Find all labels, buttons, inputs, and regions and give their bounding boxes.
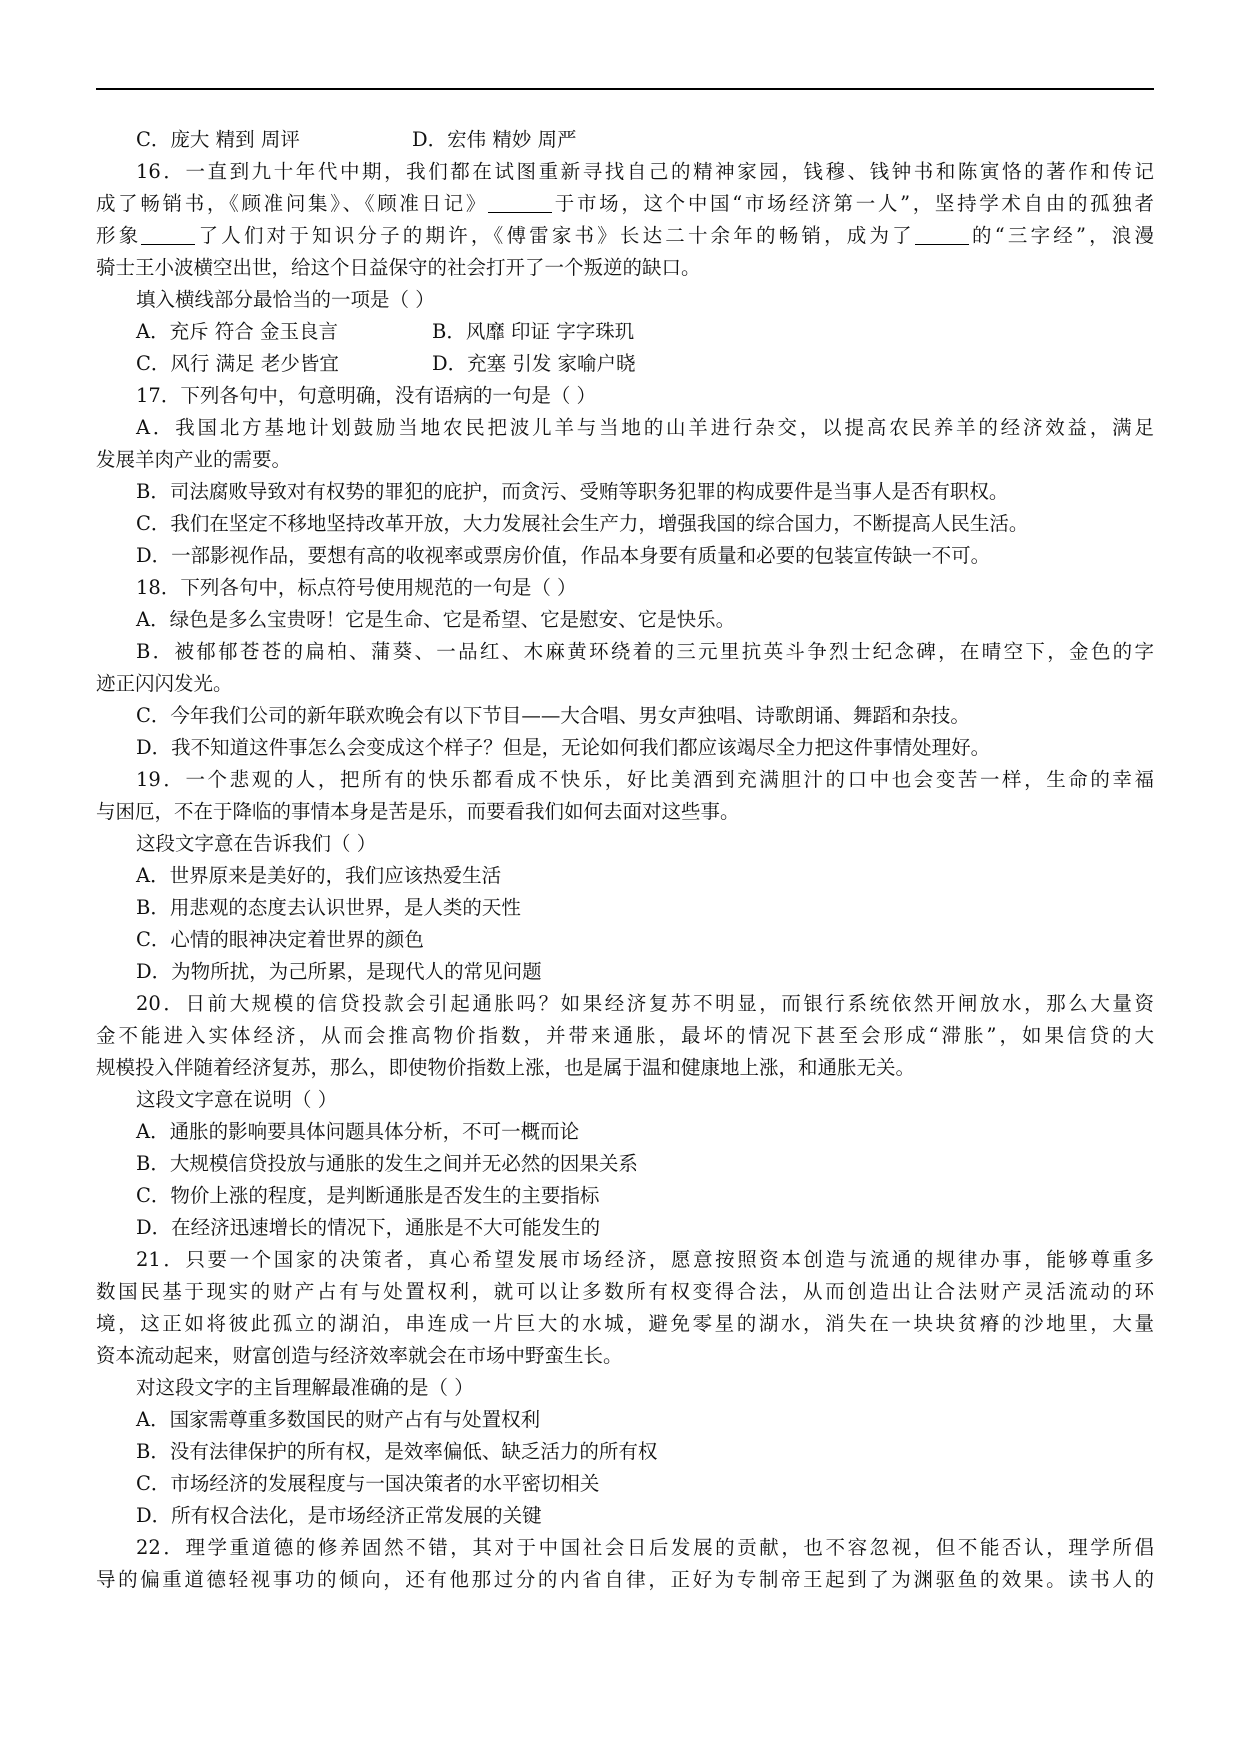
q16-text-line-4: 骑士王小波横空出世，给这个日益保守的社会打开了一个叛逆的缺口。: [96, 256, 701, 279]
q19-option-a: A．世界原来是美好的，我们应该热爱生活: [136, 864, 502, 887]
q21-text-line-1: 21．只要一个国家的决策者，真心希望发展市场经济，愿意按照资本创造与流通的规律办事，能够尊重多: [136, 1248, 1154, 1271]
header-rule: [96, 88, 1154, 90]
option-c: C．风行 满足 老少皆宜: [136, 352, 339, 375]
answer-blank-1: [488, 192, 552, 213]
q16-stem: 填入横线部分最恰当的一项是（ ）: [136, 288, 435, 311]
q22-text-line-1: 22．理学重道德的修养固然不错，其对于中国社会日后发展的贡献，也不容忽视，但不能否认，理学所倡: [136, 1536, 1154, 1559]
q17-option-b: B．司法腐败导致对有权势的罪犯的庇护，而贪污、受贿等职务犯罪的构成要件是当事人是否有职权。: [136, 480, 1009, 503]
option-b: B．风靡 印证 字字珠玑: [432, 320, 635, 343]
q21-text-line-4: 资本流动起来，财富创造与经济效率就会在市场中野蛮生长。: [96, 1344, 623, 1367]
answer-blank-3: [915, 224, 969, 245]
q20-option-c: C．物价上涨的程度，是判断通胀是否发生的主要指标: [136, 1184, 600, 1207]
q16-options-ab: [96, 316, 1154, 348]
q17-option-c: C．我们在坚定不移地坚持改革开放，大力发展社会生产力，增强我国的综合国力，不断提高人民生活。: [136, 512, 1029, 535]
q22-text-line-2: 导的偏重道德轻视事功的倾向，还有他那过分的内省自律，正好为专制帝王起到了为渊驱鱼的效果。读书人的: [96, 1568, 1154, 1591]
q20-text-line-1: 20．日前大规模的信贷投款会引起通胀吗？如果经济复苏不明显，而银行系统依然开闸放水，那么大量资: [136, 992, 1154, 1015]
q19-option-d: D．为物所扰，为己所累，是现代人的常见问题: [136, 960, 542, 983]
document-body: [96, 124, 1154, 1596]
q20-text-line-2: 金不能进入实体经济，从而会推高物价指数，并带来通胀，最坏的情况下甚至会形成“滞胀”，如果信贷的大: [96, 1024, 1154, 1047]
q20-option-d: D．在经济迅速增长的情况下，通胀是不大可能发生的: [136, 1216, 601, 1239]
q18-stem: 18．下列各句中，标点符号使用规范的一句是（ ）: [136, 576, 577, 599]
answer-blank-2: [141, 224, 195, 245]
q18-option-d: D．我不知道这件事怎么会变成这个样子？但是，无论如何我们都应该竭尽全力把这件事情处理好。: [136, 736, 991, 759]
q19-text-line-2: 与困厄，不在于降临的事情本身是苦是乐，而要看我们如何去面对这些事。: [96, 800, 740, 823]
q16-text-line-3: 形象 了人们对于知识分子的期许，《傅雷家书》长达二十余年的畅销，成为了 的“三字经”，浪漫: [96, 224, 1154, 247]
q19-option-b: B．用悲观的态度去认识世界，是人类的天性: [136, 896, 521, 919]
q20-stem: 这段文字意在说明（ ）: [136, 1088, 338, 1111]
option-c: C．庞大 精到 周评: [136, 128, 300, 151]
q21-option-d: D．所有权合法化，是市场经济正常发展的关键: [136, 1504, 542, 1527]
q16-text-line-2: 成了畅销书，《顾准问集》、《顾准日记》 于市场，这个中国“市场经济第一人”，坚持学术自由的孤独者: [96, 192, 1154, 215]
q18-option-a: A．绿色是多么宝贵呀！它是生命、它是希望、它是慰安、它是快乐。: [136, 608, 736, 631]
q17-stem: 17．下列各句中，句意明确，没有语病的一句是（ ）: [136, 384, 597, 407]
q19-stem: 这段文字意在告诉我们（ ）: [136, 832, 377, 855]
q17-option-d: D．一部影视作品，要想有高的收视率或票房价值，作品本身要有质量和必要的包装宣传缺一不可。: [136, 544, 991, 567]
q20-option-a: A．通胀的影响要具体问题具体分析，不可一概而论: [136, 1120, 580, 1143]
q19-text-line-1: 19．一个悲观的人，把所有的快乐都看成不快乐，好比美酒到充满胆汁的口中也会变苦一样，生命的幸福: [136, 768, 1154, 791]
q21-stem: 对这段文字的主旨理解最准确的是（ ）: [136, 1376, 474, 1399]
q18-option-b-line-1: B．被郁郁苍苍的扁柏、蒲葵、一品红、木麻黄环绕着的三元里抗英斗争烈士纪念碑，在晴空下，金色的字: [136, 640, 1154, 663]
q21-option-b: B．没有法律保护的所有权，是效率偏低、缺乏活力的所有权: [136, 1440, 658, 1463]
option-d: D．充塞 引发 家喻户晓: [432, 352, 636, 375]
q21-option-c: C．市场经济的发展程度与一国决策者的水平密切相关: [136, 1472, 600, 1495]
q17-option-a-line-1: A．我国北方基地计划鼓励当地农民把波儿羊与当地的山羊进行杂交，以提高农民养羊的经济效益，满足: [136, 416, 1154, 439]
q18-option-c: C．今年我们公司的新年联欢晚会有以下节目——大合唱、男女声独唱、诗歌朗诵、舞蹈和杂技。: [136, 704, 970, 727]
q21-text-line-2: 数国民基于现实的财产占有与处置权利，就可以让多数所有权变得合法，从而创造出让合法财产灵活流动的环: [96, 1280, 1154, 1303]
q18-option-b-line-2: 迹正闪闪发光。: [96, 672, 233, 695]
q21-text-line-3: 境，这正如将彼此孤立的湖泊，串连成一片巨大的水城，避免零星的湖水，消失在一块块贫瘠的沙地里，大量: [96, 1312, 1154, 1335]
q19-option-c: C．心情的眼神决定着世界的颜色: [136, 928, 424, 951]
q21-option-a: A．国家需尊重多数国民的财产占有与处置权利: [136, 1408, 541, 1431]
q20-text-line-3: 规模投入伴随着经济复苏，那么，即使物价指数上涨，也是属于温和健康地上涨，和通胀无关。: [96, 1056, 916, 1079]
q16-text-line-1: 16．一直到九十年代中期，我们都在试图重新寻找自己的精神家园，钱穆、钱钟书和陈寅恪的著作和传记: [136, 160, 1154, 183]
q16-options-cd: [96, 348, 1154, 380]
q15-options-cd: [96, 124, 1154, 156]
q20-option-b: B．大规模信贷投放与通胀的发生之间并无必然的因果关系: [136, 1152, 638, 1175]
option-a: A．充斥 符合 金玉良言: [136, 320, 338, 343]
option-d: D．宏伟 精妙 周严: [412, 128, 577, 151]
q17-option-a-line-2: 发展羊肉产业的需要。: [96, 448, 292, 471]
